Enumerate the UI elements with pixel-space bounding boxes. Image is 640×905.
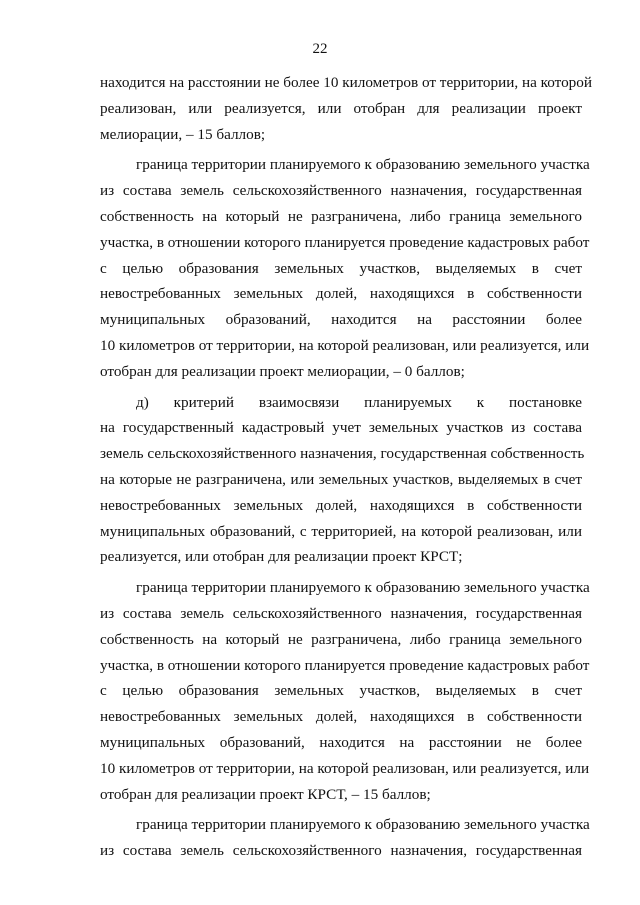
text-line: граница территории планируемого к образованию земельного участка: [136, 816, 590, 834]
text-line: из состава земель сельскохозяйственного назначения, государственная: [100, 604, 582, 622]
text-line: собственность на который не разграничена, либо граница земельного: [100, 630, 582, 648]
text-line: д) критерий взаимосвязи планируемых к постановке: [136, 393, 582, 411]
paragraph-5: [100, 812, 590, 864]
paragraph-3: [100, 390, 585, 571]
text-line: реализуется, или отобран для реализации проект КРСТ;: [100, 548, 463, 566]
text-line: муниципальных образований, с территорией, на которой реализован, или: [100, 522, 582, 540]
text-line: с целью образования земельных участков, выделяемых в счет: [100, 682, 582, 700]
text-line: собственность на который не разграничена, либо граница земельного: [100, 207, 582, 225]
text-line: на государственный кадастровый учет земельных участков из состава: [100, 419, 582, 437]
text-line: реализован, или реализуется, или отобран для реализации проект: [100, 99, 582, 117]
text-line: на которые не разграничена, или земельных участков, выделяемых в счет: [100, 470, 582, 488]
text-line: 10 километров от территории, на которой реализован, или реализуется, или: [100, 759, 590, 777]
text-line: участка, в отношении которого планируется проведение кадастровых работ: [100, 233, 590, 251]
text-line: невостребованных земельных долей, находящихся в собственности: [100, 496, 582, 514]
text-line: из состава земель сельскохозяйственного назначения, государственная: [100, 182, 582, 200]
text-line: с целью образования земельных участков, выделяемых в счет: [100, 259, 582, 277]
text-line: муниципальных образований, находится на расстоянии более: [100, 311, 582, 329]
paragraph-4: [100, 575, 590, 807]
paragraph-1: [100, 70, 592, 147]
text-line: муниципальных образований, находится на расстоянии не более: [100, 733, 582, 751]
text-line: невостребованных земельных долей, находящихся в собственности: [100, 285, 582, 303]
page-number: 22: [312, 41, 328, 57]
text-line: граница территории планируемого к образованию земельного участка: [136, 156, 590, 174]
text-line: граница территории планируемого к образованию земельного участка: [136, 579, 590, 597]
text-line: отобран для реализации проект КРСТ, – 15 баллов;: [100, 785, 431, 803]
text-line: из состава земель сельскохозяйственного назначения, государственная: [100, 842, 582, 860]
text-line: земель сельскохозяйственного назначения, государственная собственность: [100, 445, 585, 463]
text-line: 10 километров от территории, на которой реализован, или реализуется, или: [100, 336, 590, 354]
text-line: мелиорации, – 15 баллов;: [100, 125, 266, 143]
paragraph-2: [100, 152, 590, 384]
document-body: [100, 70, 592, 864]
text-line: участка, в отношении которого планируется проведение кадастровых работ: [100, 656, 590, 674]
text-line: находится на расстоянии не более 10 километров от территории, на которой: [100, 74, 592, 91]
text-line: отобран для реализации проект мелиорации, – 0 баллов;: [100, 362, 465, 380]
text-line: невостребованных земельных долей, находящихся в собственности: [100, 708, 582, 726]
